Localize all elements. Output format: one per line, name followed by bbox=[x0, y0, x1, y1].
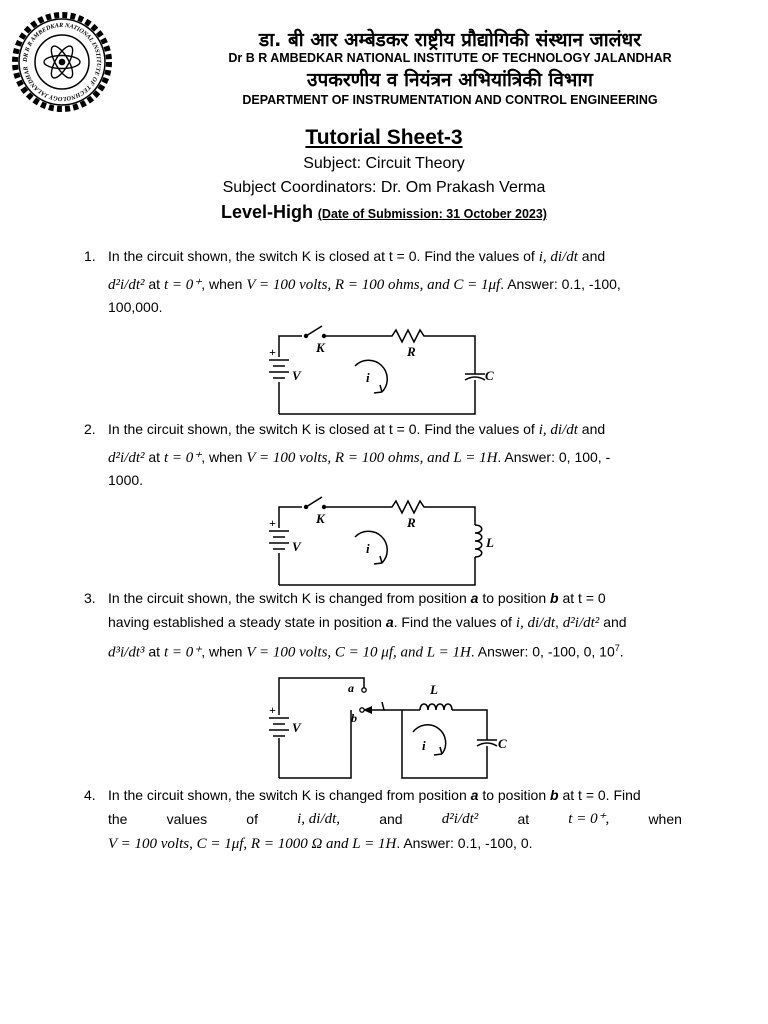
position-a: a bbox=[385, 614, 394, 630]
question-line: In the circuit shown, the switch K is changed from position a to position b at t = 0 bbox=[108, 590, 606, 606]
inductor-label: L bbox=[430, 682, 438, 697]
question-line: d²i/dt² at t = 0⁺, when V = 100 volts, R = 100 ohms, and C = 1μf. Answer: 0.1, -100, bbox=[108, 276, 621, 293]
question-line: having established a steady state in position a. Find the values of i, di/dt, d²i/dt² and bbox=[108, 614, 627, 631]
position-a: a bbox=[470, 590, 479, 606]
current-label: i bbox=[422, 738, 426, 753]
math-expression: V = 100 volts, R = 100 ohms, and C = 1μf bbox=[246, 277, 501, 293]
svg-text:+: + bbox=[269, 345, 276, 359]
question-line: 100,000. bbox=[108, 299, 163, 315]
question-line: In the circuit shown, the switch K is closed at t = 0. Find the values of i, di/dt and bbox=[108, 248, 606, 265]
inductor-label: L bbox=[486, 535, 494, 550]
math-expression: d²i/dt² bbox=[108, 450, 145, 466]
math-expression: i, di/dt, bbox=[297, 811, 341, 827]
math-expression: d²i/dt² bbox=[562, 615, 600, 631]
math-expression: t = 0⁺ bbox=[163, 644, 202, 661]
question-line: d³i/dt³ at t = 0⁺, when V = 100 volts, C = 10 μf, and L = 1H. Answer: 0, -100, 0, $10^7$. bbox=[108, 643, 624, 661]
question-number: 3. bbox=[84, 590, 96, 606]
question-number: 4. bbox=[84, 787, 96, 803]
source-label: V bbox=[292, 720, 301, 735]
resistor-label: R bbox=[407, 515, 416, 530]
submission-date: (Date of Submission: 31 October 2023) bbox=[317, 207, 547, 221]
resistor-label: R bbox=[407, 344, 416, 359]
math-expression: i, di/dt bbox=[538, 249, 578, 265]
question-line: In the circuit shown, the switch K is closed at t = 0. Find the values of i, di/dt and bbox=[108, 421, 606, 438]
position-a-label: a bbox=[348, 681, 354, 695]
capacitor-label: C bbox=[485, 368, 494, 383]
atom-icon bbox=[44, 43, 80, 81]
switch-label: K bbox=[316, 340, 325, 355]
question-number: 2. bbox=[84, 421, 96, 437]
math-expression: V = 100 volts, R = 100 ohms, and L = 1H bbox=[246, 450, 498, 466]
math-expression: V = 100 volts, C = 1μf, R = 1000 Ω and L = 1H bbox=[108, 836, 397, 852]
level-label: Level-High bbox=[221, 202, 314, 222]
circuit-diagram-rl bbox=[262, 493, 502, 589]
switch-label: K bbox=[316, 511, 325, 526]
math-expression: i, di/dt bbox=[515, 615, 556, 631]
svg-text:+: + bbox=[269, 516, 276, 530]
source-label: V bbox=[292, 539, 301, 554]
circuit-diagram-rc bbox=[262, 322, 502, 418]
current-label: i bbox=[366, 541, 370, 556]
sheet-title: Tutorial Sheet-3 bbox=[305, 126, 463, 149]
question-line: d²i/dt² at t = 0⁺, when V = 100 volts, R = 100 ohms, and L = 1H. Answer: 0, 100, - bbox=[108, 449, 611, 466]
current-label: i bbox=[366, 370, 370, 385]
institute-name-hindi: डा. बी आर अम्बेडकर राष्ट्रीय प्रौद्योगिकी संस्थान जालंधर bbox=[259, 29, 641, 51]
capacitor-label: C bbox=[498, 736, 507, 751]
source-label: V bbox=[292, 368, 301, 383]
math-expression: d²i/dt² bbox=[441, 811, 479, 827]
position-b-label: b bbox=[351, 711, 357, 725]
question-number: 1. bbox=[84, 248, 96, 264]
department-name-english: DEPARTMENT OF INSTRUMENTATION AND CONTROL ENGINEERING bbox=[242, 93, 658, 107]
math-expression: t = 0⁺ bbox=[163, 277, 202, 293]
institute-logo bbox=[10, 10, 114, 114]
question-line: In the circuit shown, the switch K is changed from position a to position b at t = 0. Find bbox=[108, 787, 641, 803]
department-name-hindi: उपकरणीय व नियंत्रन अभियांत्रिकी विभाग bbox=[307, 69, 593, 91]
level-line bbox=[0, 202, 768, 223]
position-b: b bbox=[550, 590, 559, 606]
math-expression: d²i/dt² bbox=[108, 277, 145, 293]
math-expression: t = 0⁺ bbox=[163, 450, 202, 466]
circuit-diagram-lc-switch bbox=[262, 670, 507, 782]
question-line: 1000. bbox=[108, 472, 144, 488]
question-line: V = 100 volts, C = 1μf, R = 1000 Ω and L = 1H. Answer: 0.1, -100, 0. bbox=[108, 835, 533, 852]
math-expression: i, di/dt bbox=[538, 422, 578, 438]
math-expression: V = 100 volts, C = 10 μf, and L = 1H bbox=[246, 644, 471, 661]
position-a: a bbox=[470, 787, 479, 803]
position-b: b bbox=[550, 787, 559, 803]
question-line: the values of i, di/dt, and d²i/dt² at t = 0⁺, when bbox=[108, 811, 682, 827]
math-expression: d³i/dt³ bbox=[108, 644, 145, 661]
coordinators-line: Subject Coordinators: Dr. Om Prakash Verma bbox=[222, 179, 546, 196]
institute-name-english: Dr B R AMBEDKAR NATIONAL INSTITUTE OF TECHNOLOGY JALANDHAR bbox=[228, 51, 672, 65]
svg-text:+: + bbox=[269, 703, 276, 717]
math-expression: t = 0⁺, bbox=[568, 811, 610, 827]
subject-line: Subject: Circuit Theory bbox=[303, 155, 465, 172]
logo-text: DR B R AMBEDKAR NATIONAL INSTITUTE OF TECHNOLOGY JALANDHAR bbox=[21, 21, 103, 103]
